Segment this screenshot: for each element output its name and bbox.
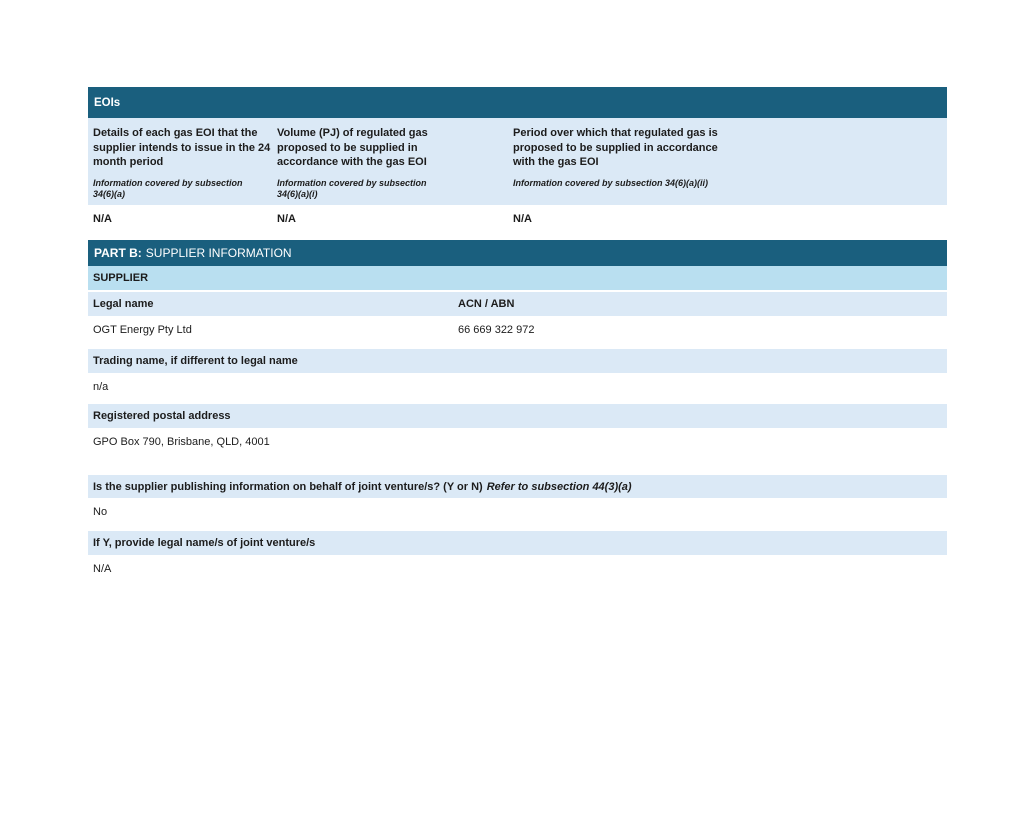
postal-address-value-row <box>88 428 947 455</box>
legal-name-value: OGT Energy Pty Ltd <box>93 324 192 336</box>
joint-venture-answer-row <box>88 498 947 524</box>
part-b-header-bar <box>88 240 947 266</box>
spacer <box>88 524 947 531</box>
joint-venture-names-label-row <box>88 531 947 555</box>
eoi-volume-value: N/A <box>277 213 296 225</box>
eoi-period-value: N/A <box>513 213 532 225</box>
postal-address-value: GPO Box 790, Brisbane, QLD, 4001 <box>93 436 270 448</box>
acn-abn-value: 66 669 322 972 <box>458 324 535 336</box>
joint-venture-question-reference: Refer to subsection 44(3)(a) <box>486 480 632 493</box>
eoi-section-header-bar <box>88 87 947 118</box>
eoi-column-period-title: Period over which that regulated gas is proposed to be supplied in accordance with the gas EOI <box>513 127 718 168</box>
eoi-column-volume-title: Volume (PJ) of regulated gas proposed to be supplied in accordance with the gas EOI <box>277 127 428 168</box>
eoi-details-value: N/A <box>93 213 112 225</box>
supplier-subheader-label: SUPPLIER <box>93 272 149 284</box>
part-b-header-title: SUPPLIER INFORMATION <box>145 246 292 260</box>
eoi-values-row <box>88 205 947 240</box>
eoi-column-volume-note: Information covered by subsection 34(6)(a)(i) <box>277 177 427 199</box>
eoi-header-row <box>88 118 947 205</box>
joint-venture-names-value: N/A <box>93 563 112 575</box>
postal-address-label: Registered postal address <box>93 410 231 422</box>
supplier-subheader-row <box>88 266 947 290</box>
joint-venture-question: Is the supplier publishing information on behalf of joint venture/s? (Y or N) <box>93 480 483 493</box>
joint-venture-question-row <box>88 475 947 498</box>
eoi-column-details-title: Details of each gas EOI that the supplier intends to issue in the 24 month period <box>93 127 271 168</box>
eoi-column-details-note: Information covered by subsection 34(6)(a) <box>93 177 243 199</box>
eoi-column-volume <box>277 126 513 205</box>
eoi-table <box>88 87 947 240</box>
legal-name-value-row <box>88 316 947 345</box>
page-background <box>0 87 1024 813</box>
eoi-section-title: EOIs <box>94 96 121 109</box>
postal-address-label-row <box>88 404 947 428</box>
eoi-column-period <box>513 126 947 205</box>
joint-venture-names-value-row <box>88 555 947 582</box>
joint-venture-names-label: If Y, provide legal name/s of joint venture/s <box>93 537 316 549</box>
part-b-section <box>88 240 947 582</box>
joint-venture-answer: No <box>93 506 108 518</box>
part-b-header-prefix: PART B: <box>94 246 142 260</box>
acn-abn-label: ACN / ABN <box>458 298 515 310</box>
document-page <box>88 87 947 582</box>
trading-name-label: Trading name, if different to legal name <box>93 355 298 367</box>
spacer <box>88 455 947 475</box>
legal-name-label-row <box>88 292 947 316</box>
legal-name-label: Legal name <box>93 298 154 310</box>
eoi-column-details <box>93 126 277 205</box>
trading-name-value: n/a <box>93 381 109 393</box>
trading-name-value-row <box>88 373 947 400</box>
trading-name-label-row <box>88 349 947 373</box>
eoi-column-period-note: Information covered by subsection 34(6)(a)(ii) <box>513 177 709 188</box>
